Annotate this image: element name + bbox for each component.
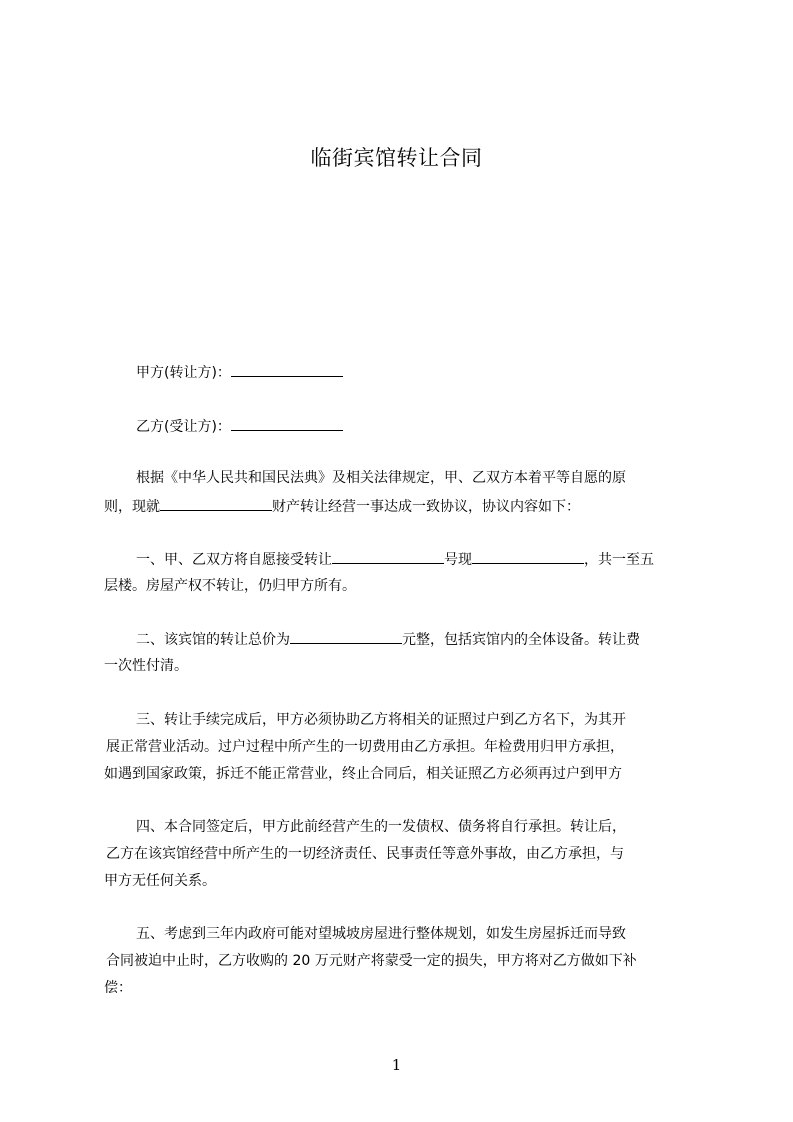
intro-text-a: 则，现就 <box>104 499 160 515</box>
clause-2-line-1 <box>136 629 704 650</box>
clause-1-line-1 <box>136 549 704 570</box>
clause-1-line-2: 层楼。房屋产权不转让，仍归甲方所有。 <box>104 578 356 594</box>
document-title: 临街宾馆转让合同 <box>310 146 483 170</box>
party-b-label: 乙方(受让方)： <box>136 419 231 435</box>
clause-3-line-2: 展正常营业活动。过户过程中所产生的一切费用由乙方承担。年检费用归甲方承担， <box>106 739 624 755</box>
clause-5-line-1: 五、考虑到三年内政府可能对望城坡房屋进行整体规划，如发生房屋拆迁而导致 <box>136 926 626 942</box>
clause-2-text-a: 二、该宾馆的转让总价为 <box>136 632 290 648</box>
party-b-blank <box>231 416 343 431</box>
clause-1-blank-2 <box>472 549 584 564</box>
clause-2-blank <box>290 629 402 644</box>
clause-4-line-2: 乙方在该宾馆经营中所产生的一切经济责任、民事责任等意外事故，由乙方承担，与 <box>106 846 624 862</box>
clause-5-line-2: 合同被迫中止时，乙方收购的 20 万元财产将蒙受一定的损失，甲方将对乙方做如下补 <box>106 953 637 969</box>
clause-4-line-1: 四、本合同签定后，甲方此前经营产生的一发债权、债务将自行承担。转让后， <box>136 819 626 835</box>
clause-2-text-b: 元整，包括宾馆内的全体设备。转让费 <box>402 632 640 648</box>
property-blank <box>160 496 272 511</box>
party-a-line <box>136 362 704 383</box>
party-a-label: 甲方(转让方)： <box>136 365 231 381</box>
clause-1-text-c: ，共一至五 <box>584 552 654 568</box>
clause-5-line-3: 偿： <box>104 980 132 996</box>
clause-4-line-3: 甲方无任何关系。 <box>104 873 216 889</box>
party-b-line <box>136 416 704 437</box>
clause-3-line-3: 如遇到国家政策，拆迁不能正常营业，终止合同后，相关证照乙方必须再过户到甲方 <box>104 766 622 782</box>
page-number: 1 <box>391 1056 402 1074</box>
clause-1-blank-1 <box>332 549 444 564</box>
clause-1-text-a: 一、甲、乙双方将自愿接受转让 <box>136 552 332 568</box>
clause-2-line-2: 一次性付清。 <box>104 658 188 674</box>
clause-1-text-b: 号现 <box>444 552 472 568</box>
clause-3-line-1: 三、转让手续完成后，甲方必须协助乙方将相关的证照过户到乙方名下，为其开 <box>136 712 626 728</box>
intro-line-1: 根据《中华人民共和国民法典》及相关法律规定，甲、乙双方本着平等自愿的原 <box>136 470 626 486</box>
intro-line-2 <box>104 496 704 517</box>
intro-text-b: 财产转让经营一事达成一致协议，协议内容如下： <box>272 499 580 515</box>
party-a-blank <box>231 362 343 377</box>
